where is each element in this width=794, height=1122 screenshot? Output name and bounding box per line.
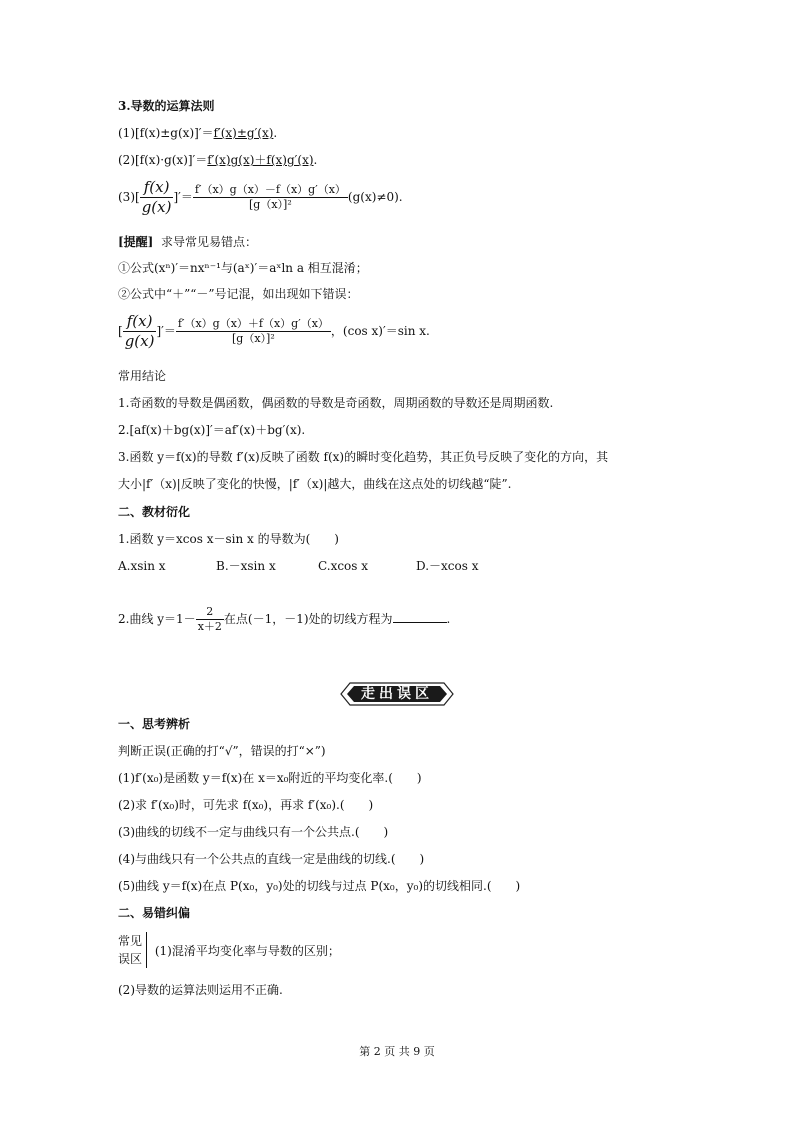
tip-error-example: [ $\frac{f(x)}{g(x)}$ ]′＝ $\frac{f'(x)g(x)+f(x)g'(x)}{\text{[g（x）]²}}$ ，(cos x)′＝sin x.	[118, 312, 430, 350]
statement-1: (1)f′(x₀)是函数 y＝f(x)在 x＝x₀附近的平均变化率.( )	[118, 771, 422, 785]
tip-label: [提醒]	[118, 235, 154, 249]
conclusion-3-line-2: 大小|f′（x)|反映了变化的快慢，|f′（x)|越大，曲线在这点处的切线越“陡”.	[118, 477, 512, 491]
option-b: B.－xsin x	[216, 559, 276, 573]
page-footer: 第 2 页 共 9 页	[359, 1045, 435, 1058]
banner-label: 走出误区	[361, 686, 433, 702]
tip-item-2: ②公式中“＋”“－”号记混，如出现如下错误：	[118, 287, 359, 301]
error-result-fraction: $\frac{f'(x)g(x)+f(x)g'(x)}{\text{[g（x）]²}}$	[177, 317, 329, 345]
mistake-2: (2)导数的运算法则运用不正确.	[118, 983, 283, 997]
rule-sum: (1)[f(x)±g(x)]′＝f′(x)±g′(x).	[118, 126, 278, 140]
judgment-instruction: 判断正误(正确的打“√”，错误的打“×”)	[118, 744, 326, 758]
common-mistakes-tag: 常见 误区	[118, 932, 147, 968]
common-mistakes-row	[118, 932, 340, 968]
quotient-fraction: $\frac{f(x)}{g(x)}$	[141, 178, 172, 216]
question-1: 1.函数 y＝xcos x－sin x 的导数为( )	[118, 532, 339, 546]
conclusion-2: 2.[af(x)＋bg(x)]′＝af′(x)＋bg′(x).	[118, 423, 306, 437]
conclusions-title: 常用结论	[118, 369, 167, 383]
question-2: 2.曲线 y＝1－ $\frac{2}{x+2}$ 在点(－1，－1)处的切线方程为 .	[118, 605, 451, 633]
rule-product: (2)[f(x)·g(x)]′＝f′(x)g(x)＋f(x)g′(x).	[118, 153, 318, 167]
thinking-section-title: 一、思考辨析	[118, 717, 191, 731]
mistake-1: (1)混淆平均变化率与导数的区别；	[154, 943, 340, 958]
statement-4: (4)与曲线只有一个公共点的直线一定是曲线的切线.( )	[118, 852, 425, 866]
section-title-operation-rules: 3.导数的运算法则	[118, 99, 215, 113]
mistakes-section-title: 二、易错纠偏	[118, 906, 191, 920]
statement-5: (5)曲线 y＝f(x)在点 P(x₀，y₀)处的切线与过点 P(x₀，y₀)的切线相同.( )	[118, 879, 521, 893]
error-fraction: $\frac{f(x)}{g(x)}$	[124, 312, 155, 350]
conclusion-3-line-1: 3.函数 y＝f(x)的导数 f′(x)反映了函数 f(x)的瞬时变化趋势，其正负号反映了变化的方向，其	[118, 450, 609, 464]
rule-quotient: (3)[ $\frac{f(x)}{g(x)}$ ]′＝ $\frac{f'(x)g(x)-f(x)g'(x)}{\text{[g（x）]²}}$ (g(x)≠0).	[118, 178, 403, 216]
textbook-section-title: 二、教材衍化	[118, 505, 191, 519]
rule-product-answer: f′(x)g(x)＋f(x)g′(x)	[207, 153, 314, 167]
option-d: D.－xcos x	[416, 559, 479, 573]
option-a: A.xsin x	[118, 559, 166, 573]
question-2-fraction: $\frac{2}{x+2}$	[197, 605, 222, 633]
answer-blank	[393, 610, 447, 623]
section-banner	[340, 682, 454, 706]
statement-2: (2)求 f′(x₀)时，可先求 f(x₀)，再求 f′(x₀).( )	[118, 798, 374, 812]
quotient-result-fraction: $\frac{f'(x)g(x)-f(x)g'(x)}{\text{[g（x）]²}}$	[194, 183, 346, 211]
statement-3: (3)曲线的切线不一定与曲线只有一个公共点.( )	[118, 825, 389, 839]
option-c: C.xcos x	[318, 559, 369, 573]
tip-heading: [提醒] 求导常见易错点：	[118, 235, 258, 249]
conclusion-1: 1.奇函数的导数是偶函数，偶函数的导数是奇函数，周期函数的导数还是周期函数.	[118, 396, 554, 410]
rule-sum-answer: f′(x)±g′(x)	[213, 126, 274, 140]
tip-item-1: ①公式(xⁿ)′＝nxⁿ⁻¹与(aˣ)′＝aˣln a 相互混淆；	[118, 261, 368, 275]
